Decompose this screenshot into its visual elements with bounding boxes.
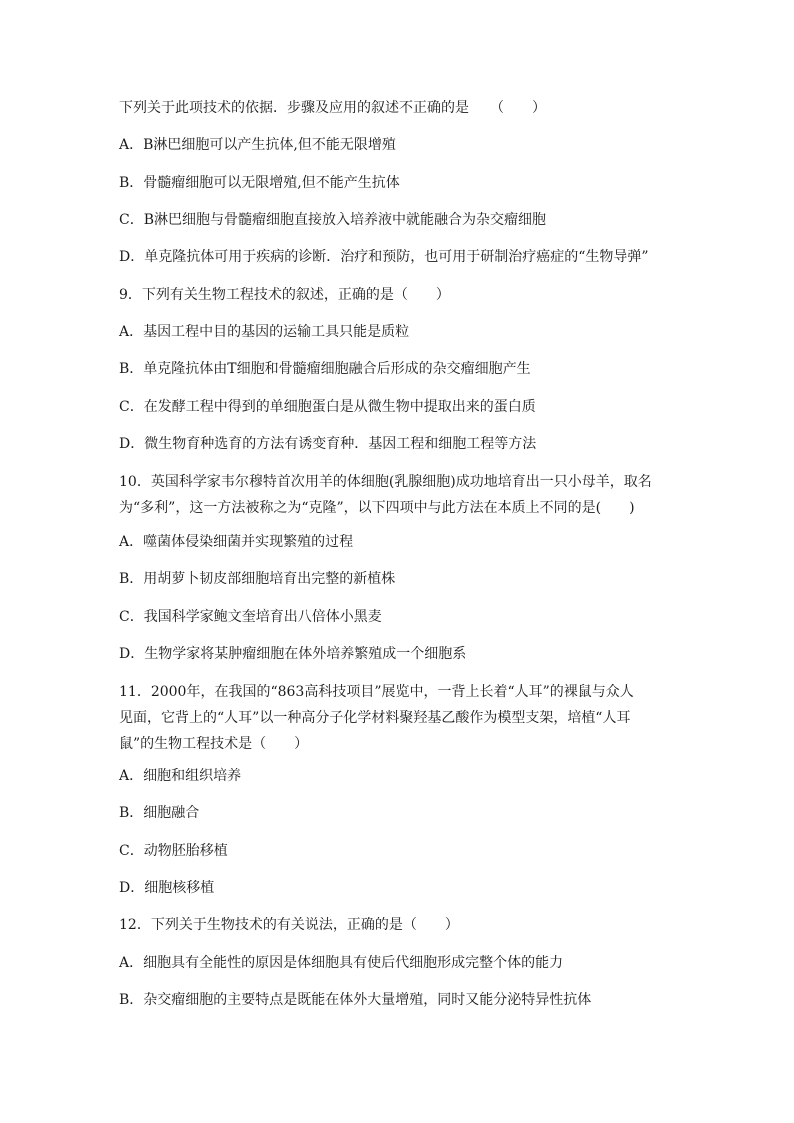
question-8-option-c: C．B淋巴细胞与骨髓瘤细胞直接放入培养液中就能融合为杂交瘤细胞 (119, 212, 546, 228)
question-11-stem-line-1: 11．2000年，在我国的“863高科技项目”展览中，一背上长着“人耳”的裸鼠与众人 (119, 684, 634, 700)
question-10-option-c: C．我国科学家鲍文奎培育出八倍体小黑麦 (119, 609, 382, 625)
question-11-option-a: A．细胞和组织培养 (119, 768, 242, 784)
question-10-option-a: A．噬菌体侵染细菌并实现繁殖的过程 (119, 534, 354, 550)
question-10-stem-line-1: 10．英国科学家韦尔穆特首次用羊的体细胞(乳腺细胞)成功地培育出一只小母羊，取名 (119, 474, 652, 490)
question-10-option-d: D．生物学家将某肿瘤细胞在体外培养繁殖成一个细胞系 (119, 646, 467, 662)
question-12-stem: 12．下列关于生物技术的有关说法，正确的是（ ） (119, 917, 459, 933)
question-11-option-b: B．细胞融合 (119, 805, 200, 821)
question-9-option-c: C．在发酵工程中得到的单细胞蛋白是从微生物中提取出来的蛋白质 (119, 399, 536, 415)
question-8-option-a: A．B淋巴细胞可以产生抗体,但不能无限增殖 (119, 137, 396, 153)
question-9-option-a: A．基因工程中目的基因的运输工具只能是质粒 (119, 324, 410, 340)
question-11-stem (119, 679, 684, 757)
question-12-option-a: A．细胞具有全能性的原因是体细胞具有使后代细胞形成完整个体的能力 (119, 955, 564, 971)
question-9-stem: 9．下列有关生物工程技术的叙述，正确的是（ ） (119, 287, 450, 303)
question-10-stem-line-2: 为“多利”，这一方法被称之为“克隆”，以下四项中与此方法在本质上不同的是( ) (119, 500, 635, 516)
question-11-stem-line-3: 鼠”的生物工程技术是（ ） (119, 736, 309, 752)
question-8-option-d: D．单克隆抗体可用于疾病的诊断．治疗和预防，也可用于研制治疗癌症的“生物导弹” (119, 249, 649, 265)
question-10-option-b: B．用胡萝卜韧皮部细胞培育出完整的新植株 (119, 571, 396, 587)
question-8-stem: 下列关于此项技术的依据．步骤及应用的叙述不正确的是 （ ） (119, 100, 546, 116)
question-10-stem (119, 469, 684, 521)
question-8-option-b: B．骨髓瘤细胞可以无限增殖,但不能产生抗体 (119, 175, 400, 191)
question-11-option-c: C．动物胚胎移植 (119, 843, 228, 859)
question-11-option-d: D．细胞核移植 (119, 880, 215, 896)
question-11-stem-line-2: 见面，它背上的“人耳”以一种高分子化学材料聚羟基乙酸作为模型支架，培植“人耳 (119, 710, 631, 726)
question-9-option-d: D．微生物育种选育的方法有诱变育种．基因工程和细胞工程等方法 (119, 436, 537, 452)
question-12-option-b: B．杂交瘤细胞的主要特点是既能在体外大量增殖，同时又能分泌特异性抗体 (119, 992, 592, 1008)
question-9-option-b: B．单克隆抗体由T细胞和骨髓瘤细胞融合后形成的杂交瘤细胞产生 (119, 361, 531, 377)
